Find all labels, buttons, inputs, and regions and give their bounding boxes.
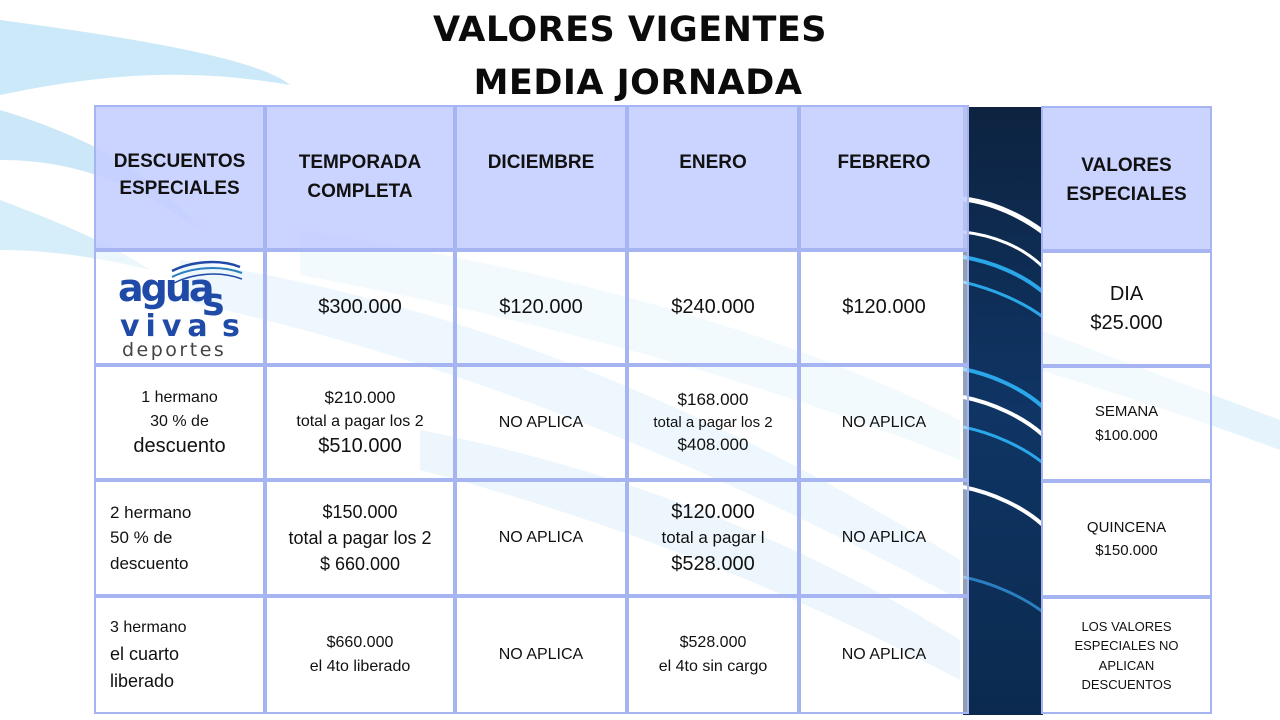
row1-diciembre — [455, 365, 627, 480]
header-descuentos-line1: DESCUENTOS — [113, 151, 246, 172]
especial-quincena-price: $150.000 — [1095, 542, 1158, 559]
header-febrero — [799, 105, 969, 250]
header-valores-especiales — [1041, 106, 1212, 251]
row3-febrero-value: NO APLICA — [841, 646, 927, 663]
header-descuentos — [94, 105, 265, 250]
row1-label — [94, 365, 265, 480]
row2-diciembre-value: NO APLICA — [498, 529, 584, 546]
header-temporada-line1: TEMPORADA — [298, 152, 422, 173]
row1-febrero-value: NO APLICA — [841, 413, 927, 431]
header-valores-line2: ESPECIALES — [1066, 183, 1187, 205]
row1-enero-note: total a pagar los 2 — [653, 414, 773, 431]
row1-temporada — [265, 365, 455, 480]
header-enero-label: ENERO — [679, 152, 747, 173]
row2-label-line2: 50 % de — [110, 528, 173, 548]
logo-cell — [94, 250, 265, 365]
base-temporada-price: $300.000 — [318, 296, 402, 318]
row1-temporada-note: total a pagar los 2 — [296, 413, 424, 431]
especial-semana — [1041, 366, 1212, 481]
row1-diciembre-value: NO APLICA — [498, 413, 584, 431]
row1-label-line1: 1 hermano — [141, 389, 218, 407]
row2-enero-note: total a pagar l — [661, 528, 765, 548]
especial-nota-line1: LOS VALORES — [1081, 618, 1172, 634]
row3-label-line3: liberado — [110, 670, 175, 691]
base-febrero-price: $120.000 — [842, 296, 926, 318]
aguas-vivas-logo — [110, 253, 250, 363]
row2-enero — [627, 480, 799, 596]
base-enero-price: $240.000 — [671, 296, 755, 318]
row3-enero-note: el 4to sin cargo — [658, 658, 768, 675]
logo-text-deportes: deportes — [121, 338, 226, 361]
especial-dia-label: DIA — [1109, 282, 1144, 305]
logo-text-s1: s — [201, 279, 225, 324]
especial-quincena-label: QUINCENA — [1086, 518, 1167, 536]
base-diciembre-price: $120.000 — [499, 296, 583, 318]
row3-enero-price: $528.000 — [679, 634, 747, 651]
especial-nota-line2: ESPECIALES NO — [1074, 638, 1179, 653]
logo-text-agua: agua — [117, 265, 212, 310]
row1-enero-price: $168.000 — [677, 390, 749, 410]
logo-text-viva: viva — [119, 308, 214, 344]
page-title: VALORES VIGENTES — [433, 10, 827, 50]
page-subtitle: MEDIA JORNADA — [473, 63, 803, 103]
row2-febrero-value: NO APLICA — [841, 529, 927, 546]
header-descuentos-line2: ESPECIALES — [119, 177, 240, 199]
header-temporada — [265, 105, 455, 250]
row3-febrero — [799, 596, 969, 714]
row1-temporada-price: $210.000 — [324, 387, 396, 407]
row2-label-line1: 2 hermano — [110, 502, 192, 522]
row3-diciembre — [455, 596, 627, 714]
row2-temporada — [265, 480, 455, 596]
row1-label-line3: descuento — [133, 434, 226, 457]
row1-temporada-total: $510.000 — [318, 435, 402, 458]
row1-febrero — [799, 365, 969, 480]
especial-nota — [1041, 597, 1212, 714]
row2-temporada-price: $150.000 — [322, 501, 398, 522]
row2-label — [94, 480, 265, 596]
header-diciembre-label: DICIEMBRE — [487, 152, 595, 173]
row2-diciembre — [455, 480, 627, 596]
especial-dia — [1041, 251, 1212, 366]
header-diciembre — [455, 105, 627, 250]
row3-label — [94, 596, 265, 714]
row3-enero — [627, 596, 799, 714]
base-febrero — [799, 250, 969, 365]
row3-diciembre-value: NO APLICA — [498, 646, 584, 663]
row3-label-line2: el cuarto — [110, 643, 180, 664]
row2-label-line3: descuento — [110, 553, 189, 573]
especial-nota-line4: DESCUENTOS — [1081, 677, 1172, 692]
logo-text-s2: s — [221, 308, 240, 344]
base-diciembre — [455, 250, 627, 365]
row1-enero-total: $408.000 — [677, 435, 749, 454]
row3-temporada-note: el 4to liberado — [309, 658, 411, 675]
row1-enero — [627, 365, 799, 480]
row3-temporada — [265, 596, 455, 714]
row2-febrero — [799, 480, 969, 596]
decorative-strip — [963, 107, 1043, 715]
row2-enero-total: $528.000 — [671, 552, 755, 575]
especial-quincena — [1041, 481, 1212, 597]
row2-temporada-total: $ 660.000 — [319, 554, 401, 575]
row2-temporada-note: total a pagar los 2 — [288, 527, 432, 548]
row3-temporada-price: $660.000 — [326, 634, 394, 651]
header-febrero-label: FEBRERO — [837, 152, 931, 173]
especial-dia-price: $25.000 — [1090, 311, 1163, 334]
row2-enero-price: $120.000 — [671, 501, 755, 524]
header-temporada-line2: COMPLETA — [307, 180, 413, 202]
header-valores-line1: VALORES — [1081, 155, 1172, 176]
especial-semana-price: $100.000 — [1095, 426, 1158, 444]
base-temporada — [265, 250, 455, 365]
especial-nota-line3: APLICAN — [1098, 657, 1155, 673]
row1-label-line2: 30 % de — [150, 412, 209, 430]
base-enero — [627, 250, 799, 365]
header-enero — [627, 105, 799, 250]
especial-semana-label: SEMANA — [1094, 403, 1159, 421]
row3-label-line1: 3 hermano — [110, 619, 187, 637]
